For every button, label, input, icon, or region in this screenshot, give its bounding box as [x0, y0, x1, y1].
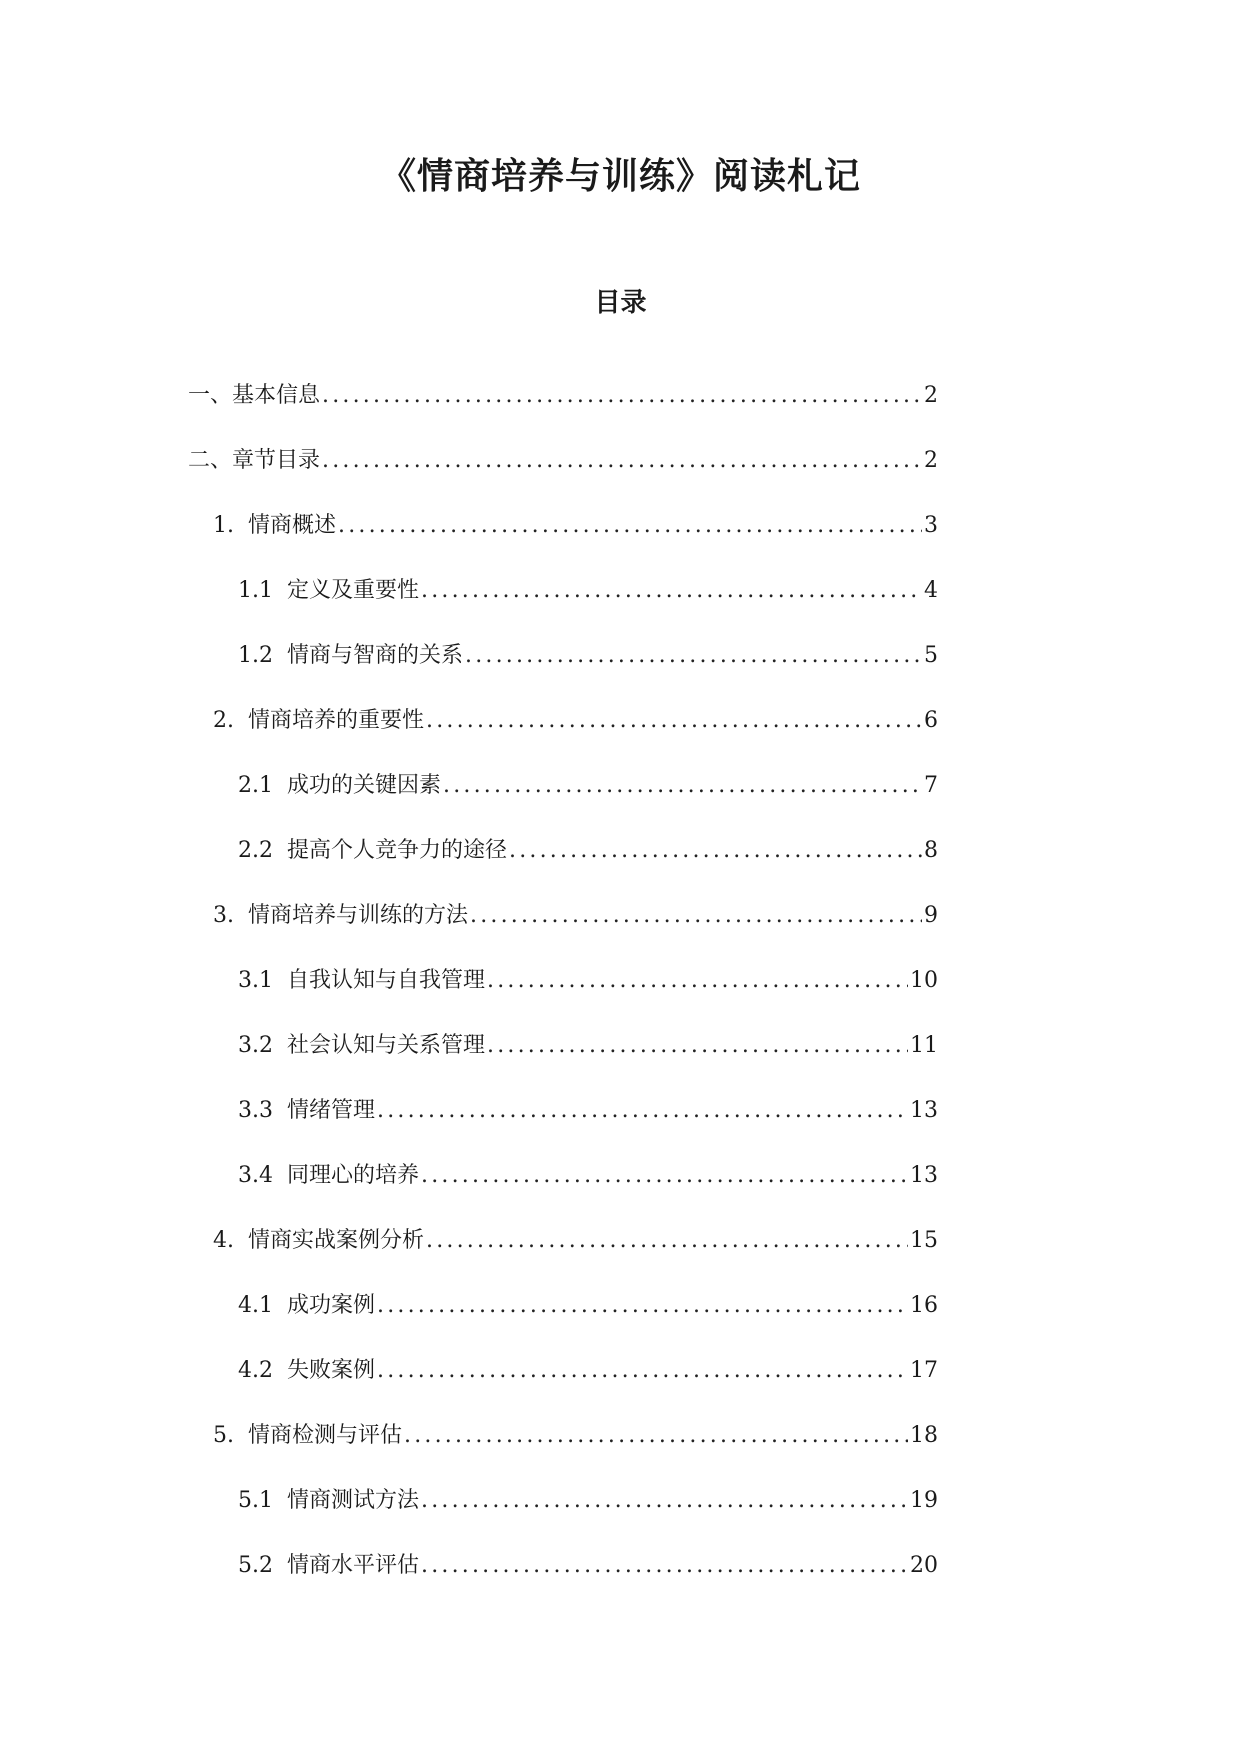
toc-entry-number: 1.	[213, 513, 234, 538]
toc-entry-title: 成功的关键因素	[287, 773, 442, 798]
toc-dot-leader	[421, 1488, 908, 1513]
toc-entry-number: 1.2	[238, 643, 273, 668]
toc-dot-leader	[322, 448, 922, 473]
toc-entry-number: 3.4	[238, 1163, 273, 1188]
toc-entry-title: 定义及重要性	[287, 578, 420, 603]
toc-entry-title: 提高个人竞争力的途径	[287, 838, 508, 863]
toc-dot-leader	[421, 1163, 908, 1188]
toc-page-number: 4	[924, 578, 938, 603]
toc-page-number: 11	[910, 1033, 938, 1058]
toc-dot-leader	[338, 513, 922, 538]
toc-dot-leader	[404, 1423, 908, 1448]
toc-dot-leader	[421, 578, 922, 603]
toc-dot-leader	[465, 643, 922, 668]
toc-dot-leader	[487, 968, 908, 993]
toc-entry-number: 5.1	[238, 1488, 273, 1513]
toc-page-number: 2	[924, 383, 938, 408]
toc-entry-title: 自我认知与自我管理	[287, 968, 486, 993]
toc-entry-number: 3.3	[238, 1098, 273, 1123]
toc-entry[interactable]	[188, 1093, 938, 1158]
toc-page-number: 16	[910, 1293, 938, 1318]
toc-dot-leader	[377, 1098, 908, 1123]
toc-entry-title: 情商与智商的关系	[287, 643, 464, 668]
toc-entry[interactable]	[188, 1028, 938, 1093]
toc-dot-leader	[426, 1228, 908, 1253]
toc-entry-title: 情商测试方法	[287, 1488, 420, 1513]
toc-entry-title: 失败案例	[287, 1358, 376, 1383]
toc-entry-number: 2.	[213, 708, 234, 733]
toc-page-number: 7	[924, 773, 938, 798]
toc-page-number: 3	[924, 513, 938, 538]
toc-heading: 目录	[594, 288, 647, 318]
toc-entry[interactable]	[188, 898, 938, 963]
toc-dot-leader	[377, 1293, 908, 1318]
toc-entry-number: 2.2	[238, 838, 273, 863]
toc-entry-number: 4.	[213, 1228, 234, 1253]
toc-entry[interactable]	[188, 508, 938, 573]
toc-entry-number: 5.2	[238, 1553, 273, 1578]
toc-page-number: 20	[910, 1553, 938, 1578]
toc-page-number: 8	[924, 838, 938, 863]
toc-entry[interactable]	[188, 638, 938, 703]
toc-dot-leader	[509, 838, 922, 863]
toc-entry-title: 情商概述	[248, 513, 337, 538]
toc-entry[interactable]	[188, 833, 938, 898]
toc-dot-leader	[322, 383, 922, 408]
toc-page-number: 18	[910, 1423, 938, 1448]
toc-page-number: 19	[910, 1488, 938, 1513]
toc-page-number: 2	[924, 448, 938, 473]
toc-entry-number: 3.	[213, 903, 234, 928]
toc-entry-title: 社会认知与关系管理	[287, 1033, 486, 1058]
toc-dot-leader	[377, 1358, 908, 1383]
toc-dot-leader	[421, 1553, 908, 1578]
toc-page-number: 17	[910, 1358, 938, 1383]
toc-entry[interactable]	[188, 963, 938, 1028]
toc-entry[interactable]	[188, 1158, 938, 1223]
toc-dot-leader	[487, 1033, 908, 1058]
toc-entry-title: 一、基本信息	[188, 383, 321, 408]
toc-entry[interactable]	[188, 443, 938, 508]
toc-page-number: 5	[924, 643, 938, 668]
toc-entry-number: 2.1	[238, 773, 273, 798]
toc-entry-title: 情商水平评估	[287, 1553, 420, 1578]
toc-entry[interactable]	[188, 768, 938, 833]
toc-entry[interactable]	[188, 1288, 938, 1353]
toc-entry-title: 情商培养的重要性	[248, 708, 425, 733]
toc-entry[interactable]	[188, 1548, 938, 1613]
toc-entry-title: 二、章节目录	[188, 448, 321, 473]
toc-entry-title: 情商实战案例分析	[248, 1228, 425, 1253]
toc-entry[interactable]	[188, 1353, 938, 1418]
toc-entry[interactable]	[188, 378, 938, 443]
toc-entry[interactable]	[188, 1483, 938, 1548]
toc-page-number: 13	[910, 1163, 938, 1188]
toc-entry[interactable]	[188, 1223, 938, 1288]
toc-entry[interactable]	[188, 1418, 938, 1483]
toc-dot-leader	[470, 903, 922, 928]
toc-page-number: 15	[910, 1228, 938, 1253]
toc-entry-title: 成功案例	[287, 1293, 376, 1318]
table-of-contents	[188, 378, 938, 1613]
toc-dot-leader	[426, 708, 922, 733]
toc-entry-title: 同理心的培养	[287, 1163, 420, 1188]
toc-entry-title: 情商检测与评估	[248, 1423, 403, 1448]
document-title: 《情商培养与训练》阅读札记	[379, 155, 861, 197]
toc-entry-title: 情商培养与训练的方法	[248, 903, 469, 928]
toc-entry-number: 5.	[213, 1423, 234, 1448]
toc-entry-number: 3.1	[238, 968, 273, 993]
toc-page-number: 9	[924, 903, 938, 928]
toc-page-number: 6	[924, 708, 938, 733]
toc-entry[interactable]	[188, 573, 938, 638]
toc-entry-number: 4.1	[238, 1293, 273, 1318]
toc-entry-number: 3.2	[238, 1033, 273, 1058]
toc-entry-number: 4.2	[238, 1358, 273, 1383]
toc-page-number: 10	[910, 968, 938, 993]
toc-page-number: 13	[910, 1098, 938, 1123]
toc-entry-number: 1.1	[238, 578, 273, 603]
toc-entry-title: 情绪管理	[287, 1098, 376, 1123]
toc-entry[interactable]	[188, 703, 938, 768]
toc-dot-leader	[443, 773, 922, 798]
